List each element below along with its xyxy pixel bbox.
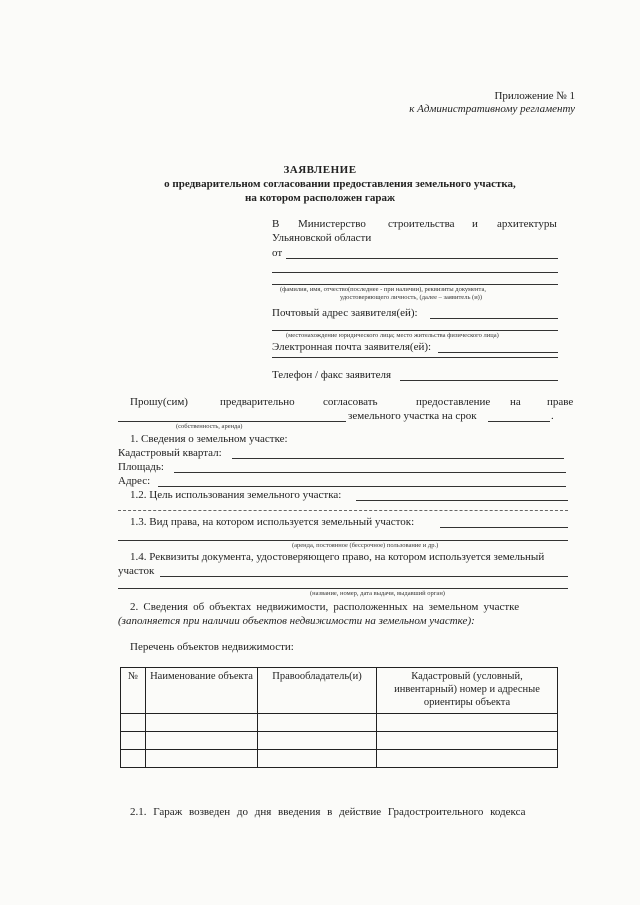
email-line-2[interactable] xyxy=(272,357,558,358)
request-word-4: предоставление xyxy=(416,396,491,408)
addressee-word-3: строительства xyxy=(388,218,455,230)
table-cell[interactable] xyxy=(121,732,146,750)
table-row xyxy=(121,732,558,750)
phone-line[interactable] xyxy=(400,380,558,381)
address-label: Адрес: xyxy=(118,475,151,487)
area-line[interactable] xyxy=(174,472,566,473)
table-row xyxy=(121,714,558,732)
purpose-line[interactable] xyxy=(356,500,568,501)
section-1-4-line1: 1.4. Реквизиты документа, удостоверяющего право, на котором используется земельный xyxy=(130,551,545,563)
table-header-object-name: Наименование объекта xyxy=(146,668,258,714)
cadastral-line[interactable] xyxy=(232,458,564,459)
table-header-cadastral: Кадастровый (условный, инвентарный) номер и адресные ориентиры объекта xyxy=(377,668,558,714)
purpose-line-2[interactable] xyxy=(118,510,568,511)
postal-address-line[interactable] xyxy=(430,318,558,319)
table-cell[interactable] xyxy=(377,714,558,732)
table-cell[interactable] xyxy=(121,750,146,768)
table-cell[interactable] xyxy=(146,732,258,750)
table-cell[interactable] xyxy=(377,750,558,768)
section-1-2-title: 1.2. Цель использования земельного участка: xyxy=(130,489,342,501)
section-1-3-title: 1.3. Вид права, на котором используется земельный участок: xyxy=(130,516,415,528)
note-right-type: (собственность, аренда) xyxy=(176,423,243,430)
right-type-line[interactable] xyxy=(118,421,346,422)
request-word-6: праве xyxy=(547,396,574,408)
table-header-number: № xyxy=(121,668,146,714)
note-fio-line2: удостоверяющего личность, (далее – заявитель (и)) xyxy=(340,294,483,301)
note-document: (название, номер, дата выдачи, выдавший орган) xyxy=(310,590,445,597)
section-1-4-line2: участок xyxy=(118,565,155,577)
appendix-number: Приложение № 1 xyxy=(494,90,575,102)
document-line-2[interactable] xyxy=(118,588,568,589)
objects-list-title: Перечень объектов недвижимости: xyxy=(130,641,294,653)
document-subtitle-line2: на котором расположен гараж xyxy=(244,192,396,204)
request-term-label: земельного участка на срок xyxy=(348,410,477,422)
addressee-word-1: В xyxy=(272,218,280,230)
cadastral-label: Кадастровый квартал: xyxy=(118,447,222,459)
right-kind-line[interactable] xyxy=(440,527,568,528)
section-2-1: 2.1. Гараж возведен до дня введения в действие Градостроительного кодекса xyxy=(130,806,526,818)
phone-label: Телефон / факс заявителя xyxy=(272,369,392,381)
request-word-5: на xyxy=(510,396,521,408)
addressee-line2: Ульяновской области xyxy=(272,232,372,244)
address-line[interactable] xyxy=(158,486,566,487)
table-row xyxy=(121,750,558,768)
from-label: от xyxy=(272,247,283,259)
addressee-word-2: Министерство xyxy=(298,218,366,230)
table-header-row xyxy=(121,668,558,714)
table-cell[interactable] xyxy=(146,750,258,768)
table-cell[interactable] xyxy=(121,714,146,732)
table-cell[interactable] xyxy=(377,732,558,750)
request-word-2: предварительно xyxy=(220,396,295,408)
request-word-1: Прошу(сим) xyxy=(130,396,188,408)
section-2-line2: (заполняется при наличии объектов недвижимости на земельном участке): xyxy=(118,615,475,627)
email-line[interactable] xyxy=(438,352,558,353)
objects-table xyxy=(120,667,558,768)
postal-address-label: Почтовый адрес заявителя(ей): xyxy=(272,307,418,319)
table-header-owner: Правообладатель(и) xyxy=(258,668,377,714)
addressee-word-4: и xyxy=(472,218,478,230)
note-fio-line1: (фамилия, имя, отчество(последнее - при наличии), реквизиты документа, xyxy=(280,286,486,293)
section-2-line1: 2. Сведения об объектах недвижимости, расположенных на земельном участке xyxy=(130,601,520,613)
document-title: ЗАЯВЛЕНИЕ xyxy=(283,164,357,176)
email-label: Электронная почта заявителя(ей): xyxy=(272,341,432,353)
request-word-3: согласовать xyxy=(323,396,378,408)
from-field-line[interactable] xyxy=(286,258,558,259)
from-field-line-3[interactable] xyxy=(272,284,558,285)
appendix-regulation: к Административному регламенту xyxy=(409,103,575,115)
area-label: Площадь: xyxy=(118,461,164,473)
table-cell[interactable] xyxy=(258,714,377,732)
term-line[interactable] xyxy=(488,421,550,422)
table-cell[interactable] xyxy=(146,714,258,732)
right-kind-line-2[interactable] xyxy=(118,540,568,541)
postal-address-line-2[interactable] xyxy=(272,330,558,331)
document-line[interactable] xyxy=(160,576,568,577)
document-subtitle-line1: о предварительном согласовании предоставления земельного участка, xyxy=(164,178,516,190)
table-cell[interactable] xyxy=(258,750,377,768)
from-field-line-2[interactable] xyxy=(272,272,558,273)
addressee-word-5: архитектуры xyxy=(497,218,557,230)
table-cell[interactable] xyxy=(258,732,377,750)
note-location: (местонахождение юридического лица; место жительства физического лица) xyxy=(286,332,499,339)
note-right-kind: (аренда, постоянное (бессрочное) пользование и др.) xyxy=(292,542,439,549)
section-1-title: 1. Сведения о земельном участке: xyxy=(130,433,288,445)
